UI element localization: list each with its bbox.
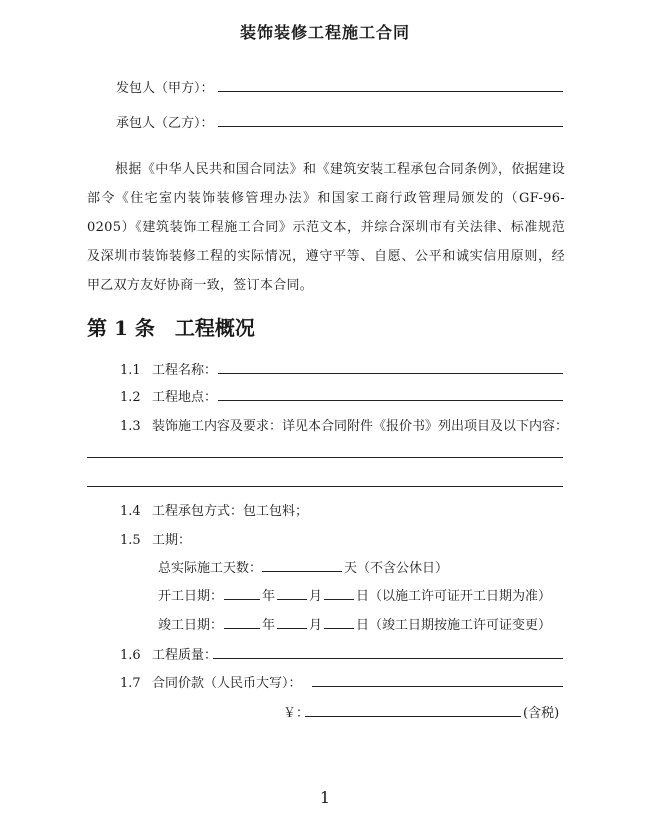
item-number: 1.1	[120, 363, 141, 378]
item-label: 合同价款（人民币大写）：	[152, 676, 302, 691]
item-scope	[120, 415, 568, 434]
start-year-text: 年	[262, 589, 276, 604]
item-number: 1.6	[120, 648, 141, 663]
end-year-field[interactable]	[224, 628, 260, 629]
end-year-text: 年	[262, 618, 276, 633]
party-a-label: 发包人（甲方）：	[116, 81, 214, 96]
start-year-field[interactable]	[224, 599, 260, 600]
item-contract-mode	[120, 500, 308, 519]
start-day-note: 日（以施工许可证开工日期为准）	[356, 589, 552, 604]
item-quality	[120, 644, 217, 663]
page-number: 1	[319, 788, 331, 807]
item-label: 工程质量：	[152, 648, 218, 663]
section-heading: 第 1 条 工程概况	[87, 316, 255, 340]
item-project-location	[120, 386, 217, 405]
total-days-field[interactable]	[262, 571, 342, 572]
intro-paragraph: 根据《中华人民共和国合同法》和《建筑安装工程承包合同条例》，依据建设部令《住宅室内装饰装修管理办法》和国家工商行政管理局颁发的（GF-96-0205）《建筑装饰工程施工合同》示范文本，并综合深圳市有关法律、标准规范及深圳市装饰装修工程的实际情况，遵守平等、自愿、公平和诚实信用原则，经甲乙双方友好协商一致，签订本合同。	[87, 162, 565, 293]
quality-field[interactable]	[213, 658, 563, 659]
party-b-field[interactable]	[218, 126, 563, 127]
end-month-field[interactable]	[277, 628, 307, 629]
start-month-field[interactable]	[277, 599, 307, 600]
price-symbol: ￥：	[283, 706, 310, 721]
end-day-field[interactable]	[324, 628, 354, 629]
project-location-field[interactable]	[218, 400, 563, 401]
item-number: 1.5	[120, 533, 141, 548]
total-days-suffix: 天（不含公休日）	[344, 561, 449, 576]
item-number: 1.4	[120, 504, 141, 519]
project-name-field[interactable]	[218, 373, 563, 374]
tax-note: (含税)	[523, 706, 560, 721]
start-month-text: 月	[309, 589, 323, 604]
party-a-field[interactable]	[218, 91, 563, 92]
price-words-field[interactable]	[312, 686, 563, 687]
item-schedule	[120, 529, 191, 548]
document-title: 装饰装修工程施工合同	[239, 23, 410, 42]
total-days-label: 总实际施工天数：	[158, 561, 263, 576]
end-month-text: 月	[309, 618, 323, 633]
scope-field-line-1[interactable]	[87, 457, 563, 458]
item-label: 工期：	[152, 533, 192, 548]
item-project-name	[120, 359, 217, 378]
item-label: 装饰施工内容及要求：详见本合同附件《报价书》列出项目及以下内容：	[152, 419, 569, 434]
scope-field-line-2[interactable]	[87, 486, 563, 487]
item-contract-price	[120, 672, 302, 691]
end-day-note: 日（竣工日期按施工许可证变更）	[356, 618, 552, 633]
price-figure-field[interactable]	[305, 716, 521, 717]
item-label: 工程名称：	[152, 363, 218, 378]
party-b-label: 承包人（乙方）：	[116, 116, 214, 131]
item-label: 工程承包方式：包工包料；	[152, 504, 309, 519]
start-date-label: 开工日期：	[158, 589, 224, 604]
item-number: 1.3	[120, 419, 141, 434]
item-number: 1.2	[120, 390, 141, 405]
item-label: 工程地点：	[152, 390, 218, 405]
item-number: 1.7	[120, 676, 141, 691]
start-day-field[interactable]	[324, 599, 354, 600]
end-date-label: 竣工日期：	[158, 618, 224, 633]
